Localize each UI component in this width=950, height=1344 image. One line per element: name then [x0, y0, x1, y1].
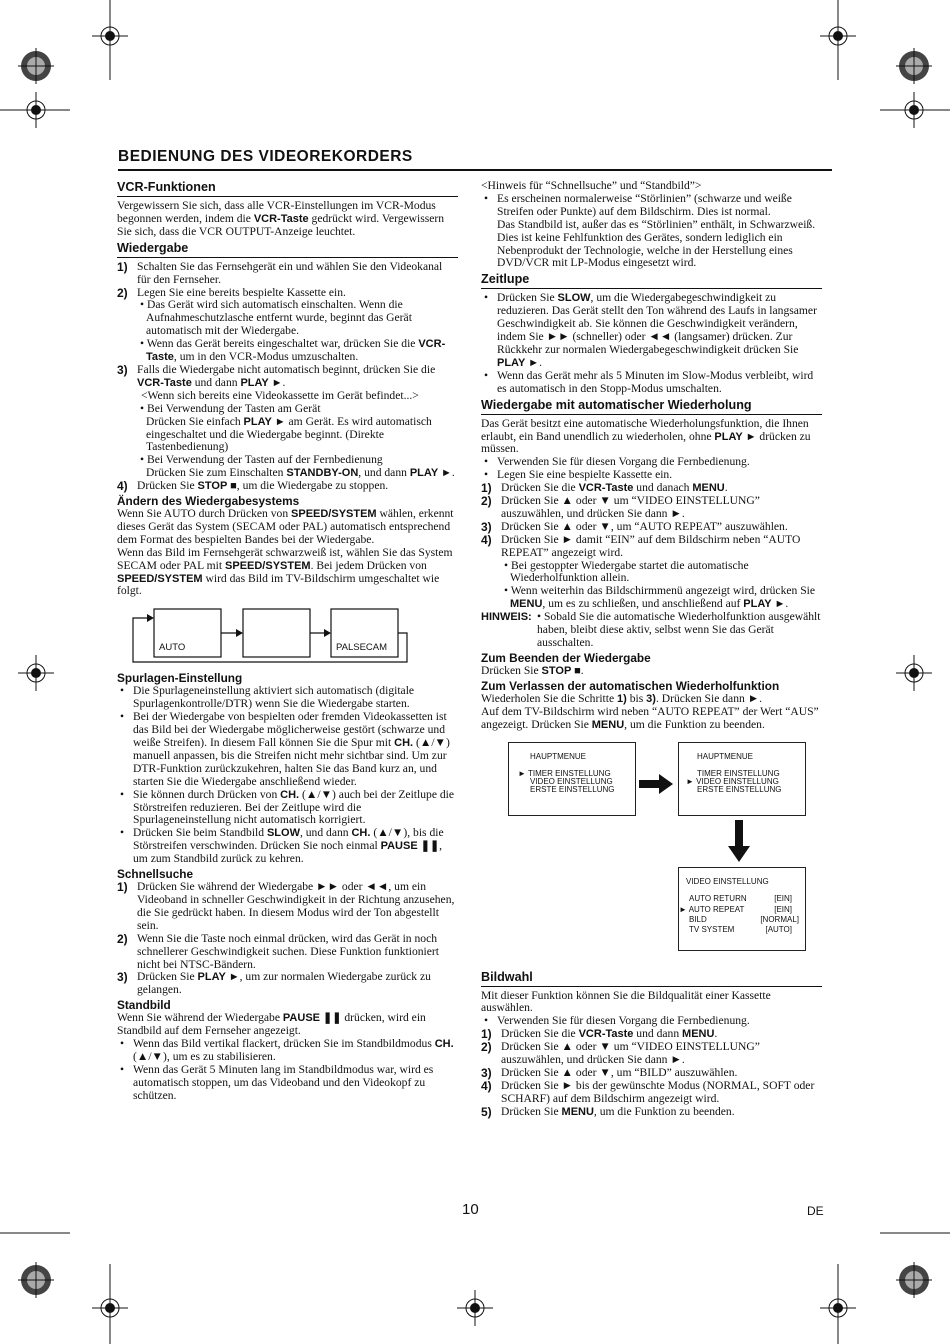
crosshair-icon [92, 18, 128, 54]
hint-heading: <Hinweis für “Schnellsuche” und “Standbild”> [481, 179, 702, 192]
cycle-arrows [117, 608, 458, 664]
list-item: 1) Drücken Sie während der Wiedergabe ►► oder ◄◄, um ein Videoband in schneller Geschwindigkeit in der Richtung anzusehen, die Sie gedrückt haben. In diesem Modus wird der Ton abgestellt sein. [117, 880, 455, 932]
osd-row-label: ► AUTO REPEAT [679, 904, 745, 914]
right-arrow-icon [639, 772, 673, 796]
osd-item: VIDEO EINSTELLUNG [530, 776, 613, 786]
osd-title: HAUPTMENUE [697, 751, 754, 761]
list-item: 5) Drücken Sie MENU, um die Funktion zu beenden. [481, 1104, 735, 1119]
list-item: 2) Drücken Sie ▲ oder ▼ um “VIDEO EINSTELLUNG” auszuwählen, und drücken Sie dann ►. [481, 1040, 760, 1067]
osd-item: ► VIDEO EINSTELLUNG [686, 776, 779, 786]
list-item: • Drücken Sie SLOW, um die Wiedergabegeschwindigkeit zu reduzieren. Das Gerät stellt den Ton während des Laufs in langsamer Geschwindigkeit ab. Sie können die Geschwindigkeit verändern, indem Sie ►► (schneller) oder ◄◄ (langsamer) drücken. Zur Rückkehr zur normalen Wiedergabegeschwindigkeit drücken Sie PLAY ►. [484, 291, 817, 369]
list-item: • Sie können durch Drücken von CH. (▲/▼) auch bei der Zeitlupe die Störstreifen reduzieren. Bei der Zeitlupe wird die Spurlageneinstellung nicht automatisch korrigiert. [120, 787, 455, 827]
crosshair-icon [18, 655, 54, 691]
list-item: • Wenn das Bild vertikal flackert, drücken Sie im Standbildmodus CH. (▲/▼), um es zu stabilisieren. [120, 1037, 454, 1063]
list-item: 3) Falls die Wiedergabe nicht automatisch beginnt, drücken Sie die VCR-Taste und dann PLAY ►. [117, 362, 436, 389]
paragraph: Das Gerät besitzt eine automatische Wiederholungsfunktion, die Ihnen erlaubt, ein Band unendlich zu wiederholen, ohne PLAY ► drücken zu müssen. [481, 416, 811, 456]
left-column [117, 180, 458, 1103]
subheading-search: Schnellsuche [117, 867, 194, 882]
osd-item: ERSTE EINSTELLUNG [697, 784, 782, 794]
crosshair-icon [896, 655, 932, 691]
sub-item: • Das Gerät wird sich automatisch einschalten. Wenn die Aufnahmeschutzlasche entfernt wurde, beginnt das Gerät automatisch mit der Wiedergabe. [140, 298, 412, 338]
osd-item: ► TIMER EINSTELLUNG [518, 768, 611, 778]
right-column [481, 180, 822, 1119]
crosshair-icon [820, 18, 856, 54]
osd-menu-diagram [481, 742, 822, 964]
paragraph: Wiederholen Sie die Schritte 1) bis 3). Drücken Sie dann ►. [481, 691, 763, 705]
sub-item: • Bei Verwendung der Tasten auf der Fernbedienung [140, 453, 383, 467]
registration-target-icon [18, 48, 54, 84]
sub-item: • Bei Verwendung der Tasten am Gerät [140, 401, 321, 415]
registration-target-icon [18, 1262, 54, 1298]
osd-row-value: [EIN] [774, 893, 792, 903]
section-heading-playback: Wiedergabe [117, 241, 458, 258]
sub-item: • Wenn weiterhin das Bildschirmmenü angezeigt wird, drücken Sie MENU, um es zu schließen, und anschließend auf PLAY ►. [504, 584, 816, 611]
osd-row-value: [EIN] [774, 904, 792, 914]
subheading-tracking: Spurlagen-Einstellung [117, 671, 243, 686]
crosshair-icon [92, 1290, 128, 1326]
system-cycle-diagram [117, 608, 458, 664]
list-item: 1) Schalten Sie das Fernsehgerät ein und wählen Sie den Videokanal für den Fernseher. [117, 259, 443, 286]
sub-item: • Bei gestoppter Wiedergabe startet die automatische Wiederholfunktion allein. [504, 558, 749, 585]
osd-item: ERSTE EINSTELLUNG [530, 784, 615, 794]
list-item: 3) Drücken Sie ▲ oder ▼, um “BILD” auszuwählen. [481, 1065, 738, 1080]
subheading-exit: Zum Verlassen der automatischen Wiederholfunktion [481, 678, 780, 693]
hint-text: Dies ist keine Fehlfunktion des Gerätes, sondern lediglich ein Nebenprodukt der Technologie, welche in der Herstellung eines DVD/VCR mit LP-Modus eingesetzt wird. [497, 230, 793, 270]
list-item: 2) Wenn Sie die Taste noch einmal drücken, wird das Gerät in noch schnellerer Geschwindigkeit suchen. Diese Funktion funktioniert nicht bei NTSC-Bändern. [117, 931, 440, 971]
osd-row-value: [AUTO] [765, 924, 792, 934]
list-item: • Wenn das Gerät 5 Minuten lang im Standbildmodus war, wird es automatisch stoppen, um das Videoband und den Videokopf zu schützen. [120, 1062, 434, 1102]
hint-text: Das Standbild ist, außer das es “Störlinien” enthält, in Schwarzweiß. [497, 217, 816, 231]
list-item: 4) Drücken Sie ► bis der gewünschte Modus (NORMAL, SOFT oder SCHARF) auf dem Bildschirm angezeigt wird. [481, 1078, 815, 1105]
subheading-stop: Zum Beenden der Wiedergabe [481, 650, 651, 665]
paragraph: Auf dem TV-Bildschirm wird neben “AUTO REPEAT” der Wert “AUS” angezeigt. Drücken Sie MENU, um die Funktion zu beenden. [481, 704, 819, 731]
osd-item: TIMER EINSTELLUNG [697, 768, 780, 778]
paragraph: Mit dieser Funktion können Sie die Bildqualität einer Kassette auswählen. [481, 988, 771, 1015]
osd-row-value: [NORMAL] [760, 914, 799, 924]
list-item: 3) Drücken Sie ▲ oder ▼, um “AUTO REPEAT” auszuwählen. [481, 519, 788, 534]
list-item: • Bei der Wiedergabe von bespielten oder fremden Videokassetten ist das Bild bei der Wiedergabe möglicherweise gestört (schwarze und weiße Streifen). In diesem Fall können Sie die Spur mit CH. (▲/▼) manuell anpassen, bis die Streifen nicht mehr sichtbar sind. Um zur DTR-Funktion zurückzukehren, halten Sie das Band kurz an, und starten Sie die Wiedergabe anschließend wieder. [120, 710, 450, 788]
registration-target-icon [896, 1262, 932, 1298]
paragraph: Drücken Sie STOP ■. [481, 663, 584, 677]
crosshair-icon [457, 1290, 493, 1326]
list-item: • Wenn das Gerät mehr als 5 Minuten im Slow-Modus verbleibt, wird es automatisch in den Stopp-Modus umschalten. [484, 368, 814, 395]
list-item: 1) Drücken Sie die VCR-Taste und dann MENU. [481, 1027, 718, 1042]
osd-screen-main-menu [508, 742, 636, 816]
diagram-label-auto: AUTO [159, 642, 186, 654]
osd-screen-main-menu-video [678, 742, 806, 816]
subheading-system: Ändern des Wiedergabesystems [117, 494, 300, 509]
sub-item-text: Drücken Sie einfach PLAY ► am Gerät. Es wird automatisch eingeschaltet und die Wiedergabe beginnt. (Direkte Tastenbedienung) [146, 414, 432, 454]
osd-row-label: TV SYSTEM [689, 924, 735, 934]
osd-row-label: AUTO RETURN [689, 893, 747, 903]
list-item: • Die Spurlageneinstellung aktiviert sich automatisch (digitale Spurlagenkontrolle/DTR) wenn Sie die Wiedergabe starten. [120, 684, 415, 711]
note: <Wenn sich bereits eine Videokassette im Gerät befindet...> [141, 388, 419, 402]
list-item: 1) Drücken Sie die VCR-Taste und danach MENU. [481, 481, 728, 496]
list-item: • Legen Sie eine bespielte Kassette ein. [484, 468, 673, 482]
section-heading-vcr: VCR-Funktionen [117, 180, 458, 197]
list-item: 2) Drücken Sie ▲ oder ▼ um “VIDEO EINSTELLUNG” auszuwählen, und drücken Sie dann ►. [481, 494, 760, 520]
crosshair-icon [18, 92, 54, 128]
section-heading-slow: Zeitlupe [481, 272, 822, 289]
list-item: 3) Drücken Sie PLAY ►, um zur normalen Wiedergabe zurück zu gelangen. [117, 970, 431, 997]
list-item: 4) Drücken Sie STOP ■, um die Wiedergabe zu stoppen. [117, 479, 389, 494]
page-title: BEDIENUNG DES VIDEOREKORDERS [118, 148, 832, 171]
note: HINWEIS: • Sobald Sie die automatische Wiederholfunktion ausgewählt haben, bleibt diese aktiv, selbst wenn Sie das Gerät ausschalten. [481, 610, 821, 649]
osd-title: VIDEO EINSTELLUNG [686, 876, 769, 886]
page-number: 10 [462, 1201, 479, 1218]
list-item: 4) Drücken Sie ► damit “EIN” auf dem Bildschirm neben “AUTO REPEAT” angezeigt wird. [481, 532, 801, 559]
crosshair-icon [820, 1290, 856, 1326]
paragraph: Wenn das Bild im Fernsehgerät schwarzweiß ist, wählen Sie das System SECAM oder PAL mit SPEED/SYSTEM. Bei jedem Drücken von SPEED/SYSTEM wird das Bild im TV-Bildschirm umgeschaltet wie folgt. [117, 545, 453, 598]
diagram-label-palsecam: PALSECAM [336, 642, 388, 654]
down-arrow-icon [728, 820, 750, 862]
list-item: • Verwenden Sie für diesen Vorgang die Fernbedienung. [484, 1014, 750, 1028]
osd-row-label: BILD [689, 914, 707, 924]
sub-item-text: Drücken Sie zum Einschalten STANDBY-ON, und dann PLAY ►. [146, 466, 455, 480]
registration-target-icon [896, 48, 932, 84]
list-item: • Es erscheinen normalerweise “Störlinien” (schwarze und weiße Streifen oder Punkte) auf dem Bildschirm. Dies ist normal. [484, 191, 792, 218]
language-code: DE [807, 1204, 824, 1218]
vcr-intro: Vergewissern Sie sich, dass alle VCR-Einstellungen im VCR-Modus begonnen werden, indem die VCR-Taste gedrückt wird. Vergewissern Sie sich, dass die VCR OUTPUT-Anzeige leuchtet. [117, 199, 445, 238]
osd-title: HAUPTMENUE [530, 751, 587, 761]
sub-item: • Wenn das Gerät bereits eingeschaltet war, drücken Sie die VCR-Taste, um in den VCR-Modus umzuschalten. [140, 337, 446, 364]
osd-screen-video-settings [678, 867, 806, 951]
subheading-still: Standbild [117, 998, 171, 1013]
section-heading-repeat: Wiedergabe mit automatischer Wiederholung [481, 398, 822, 415]
list-item: • Drücken Sie beim Standbild SLOW, und dann CH. (▲/▼), bis die Störstreifen verschwinden. Drücken Sie noch einmal PAUSE ❚❚, um zum Standbild zurück zu kehren. [120, 826, 444, 866]
crosshair-icon [896, 92, 932, 128]
paragraph: Wenn Sie während der Wiedergabe PAUSE ❚❚ drücken, wird ein Standbild auf dem Fernseher angezeigt. [117, 1011, 426, 1038]
list-item: 2) Legen Sie eine bereits bespielte Kassette ein. [117, 285, 346, 300]
list-item: • Verwenden Sie für diesen Vorgang die Fernbedienung. [484, 455, 750, 469]
section-heading-picture: Bildwahl [481, 970, 822, 987]
paragraph: Wenn Sie AUTO durch Drücken von SPEED/SYSTEM wählen, erkennt dieses Gerät das System (SECAM oder PAL) automatisch entsprechend dem Format des bespielten Bandes bei der Wiedergabe. [117, 507, 454, 546]
